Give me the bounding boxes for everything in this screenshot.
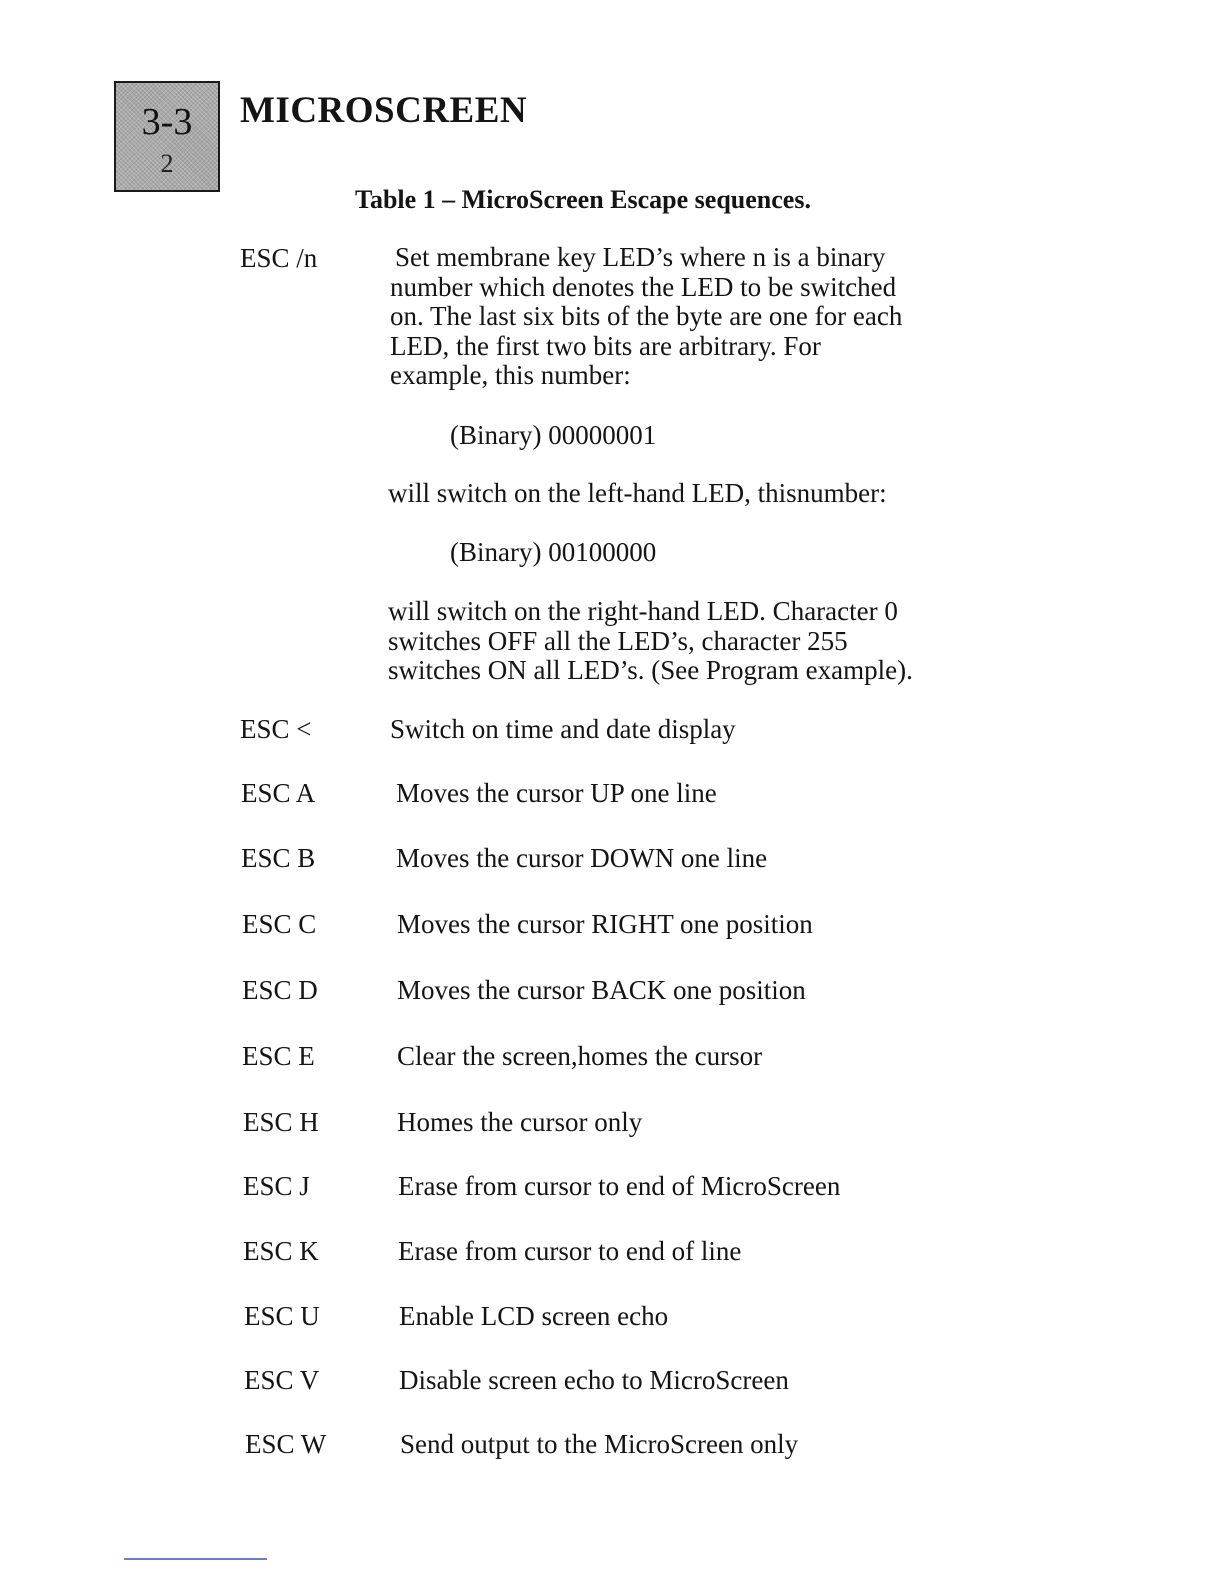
page-title: MICROSCREEN	[240, 90, 528, 131]
escape-key: ESC E	[242, 1041, 315, 1071]
escape-description: Erase from cursor to end of line	[398, 1236, 742, 1266]
led-description-line: example, this number:	[390, 360, 631, 390]
escape-key: ESC D	[242, 975, 318, 1005]
binary-example-right: (Binary) 00100000	[450, 537, 657, 567]
escape-description: Send output to the MicroScreen only	[400, 1429, 799, 1459]
escape-key: ESC A	[241, 778, 316, 808]
escape-key: ESC W	[245, 1429, 327, 1459]
escape-description: Switch on time and date display	[390, 714, 736, 744]
escape-key: ESC H	[243, 1107, 319, 1137]
led-description-line: on. The last six bits of the byte are one for each	[390, 301, 903, 331]
footer-rule	[124, 1558, 267, 1560]
escape-description: Moves the cursor BACK one position	[397, 975, 806, 1005]
led-end-line: switches OFF all the LED’s, character 255	[388, 625, 848, 656]
led-description-line: number which denotes the LED to be switched	[390, 271, 897, 302]
led-end-line: switches ON all LED’s. (See Program example).	[388, 655, 913, 685]
escape-description: Moves the cursor DOWN one line	[396, 843, 768, 873]
escape-description: Enable LCD screen echo	[399, 1301, 669, 1331]
escape-key: ESC U	[244, 1301, 320, 1331]
escape-description: Disable screen echo to MicroScreen	[399, 1365, 789, 1395]
section-tab	[114, 81, 220, 192]
escape-description: Moves the cursor RIGHT one position	[397, 909, 813, 939]
escape-key: ESC <	[240, 714, 312, 744]
led-end-line: will switch on the right-hand LED. Character 0	[388, 596, 898, 626]
page-number: 2	[160, 149, 174, 178]
led-description-line: Set membrane key LED’s where n is a binary	[395, 242, 886, 272]
escape-key: ESC J	[243, 1171, 310, 1201]
escape-key: ESC V	[244, 1365, 320, 1395]
table-caption: Table 1 – MicroScreen Escape sequences.	[355, 185, 811, 214]
escape-description: Homes the cursor only	[397, 1107, 643, 1137]
led-end-text	[388, 597, 913, 686]
escape-key: ESC K	[243, 1236, 319, 1266]
binary-example-left: (Binary) 00000001	[450, 420, 657, 450]
escape-description: Clear the screen,homes the cursor	[397, 1041, 763, 1071]
escape-description: Erase from cursor to end of MicroScreen	[398, 1171, 841, 1201]
led-middle-text: will switch on the left-hand LED, thisnumber:	[388, 478, 887, 508]
section-number: 3-3	[141, 101, 193, 143]
escape-key: ESC B	[241, 843, 316, 873]
escape-key-led: ESC /n	[240, 243, 318, 273]
escape-description: Moves the cursor UP one line	[396, 778, 717, 808]
led-description	[390, 243, 902, 391]
led-description-line: LED, the first two bits are arbitrary. For	[390, 330, 821, 361]
escape-key: ESC C	[242, 909, 317, 939]
